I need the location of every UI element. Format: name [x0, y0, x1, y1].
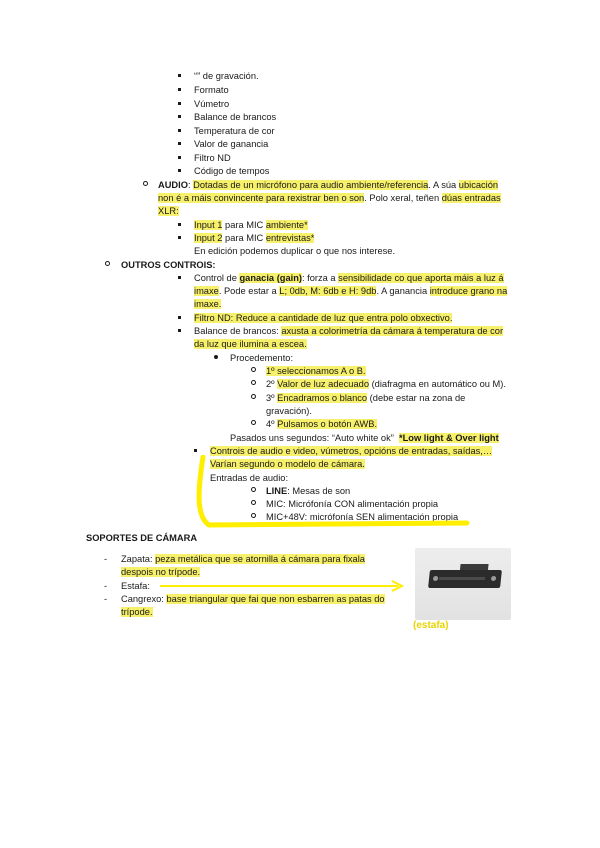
- zapata-line-2: [121, 566, 200, 578]
- text: (diafragma en automático ou M).: [369, 379, 506, 389]
- step-2: [266, 378, 506, 390]
- bullet: [143, 179, 148, 191]
- text: Control de: [194, 273, 240, 283]
- bullet: [214, 352, 218, 364]
- cangrexo-line-2: [121, 606, 153, 618]
- step-4: [266, 418, 377, 430]
- estafa-photo: [415, 548, 511, 620]
- highlight: sensibilidade co que aporta máis a luz á: [338, 273, 504, 283]
- text: Zapata:: [121, 554, 156, 564]
- edicion-note: En edición podemos duplicar o que nos interese.: [194, 246, 396, 256]
- highlight: entrevistas*: [265, 233, 315, 243]
- highlight: Varían segundo o modelo de cámara.: [210, 459, 365, 469]
- text: : Mesas de son: [287, 486, 351, 496]
- list-item: Vúmetro: [194, 99, 230, 109]
- highlight: XLR:: [158, 206, 179, 216]
- highlight: dúas entradas: [441, 193, 501, 203]
- highlight: peza metálica que se atornilla á cámara para fixala: [155, 554, 365, 564]
- text: . A súa: [428, 180, 459, 190]
- input-2: [194, 232, 314, 244]
- highlight: Encadramos o blanco: [277, 393, 368, 403]
- text: (debe estar na zona de: [367, 393, 466, 403]
- highlight: imaxe: [194, 286, 219, 296]
- text: : forza a: [302, 273, 339, 283]
- highlight: Input 1: [194, 220, 223, 230]
- bullet: [178, 232, 181, 244]
- highlight: ganacia (gain): [239, 273, 302, 283]
- highlight: Input 2: [194, 233, 223, 243]
- text: Balance de brancos:: [194, 326, 282, 336]
- highlight: 1º seleccionamos A o B.: [266, 366, 366, 376]
- highlight: L; 0db, M: 6db e H: 9db: [279, 286, 377, 296]
- handdrawn-bracket: [195, 455, 480, 535]
- list-item: Código de tempos: [194, 166, 270, 176]
- highlight: *Low light & Over light: [399, 433, 499, 443]
- bullet: [105, 259, 110, 271]
- highlight: introduce grano na: [429, 286, 508, 296]
- dash: -: [104, 581, 108, 591]
- bullet: [178, 98, 181, 110]
- entrada-mic48: MIC+48V: micrófonía SEN alimentación propia: [266, 512, 459, 522]
- pasados-line: [230, 432, 499, 444]
- text: . Pode estar a: [218, 286, 280, 296]
- gain-line-1: [194, 272, 504, 284]
- text: . A ganancia: [376, 286, 430, 296]
- highlight: despois no trípode.: [121, 567, 201, 577]
- text: Cangrexo:: [121, 594, 167, 604]
- audio-line-2: [158, 192, 501, 204]
- highlight: axusta a colorimetría da cámara á temperatura de cor: [281, 326, 504, 336]
- step-3-cont: gravación).: [266, 406, 312, 416]
- tripod-plate-image: [428, 570, 502, 588]
- bullet: [178, 125, 181, 137]
- list-item: Balance de brancos: [194, 112, 277, 122]
- highlight: trípode.: [121, 607, 153, 617]
- bullet: [178, 219, 181, 231]
- bullet: [178, 312, 181, 324]
- entradas-label: Entradas de audio:: [210, 473, 289, 483]
- list-item: Formato: [194, 85, 229, 95]
- highlight: ubicación: [458, 180, 499, 190]
- bullet: [178, 152, 181, 164]
- bullet: [251, 392, 256, 404]
- text: LINE: [266, 486, 288, 496]
- bullet: [178, 165, 181, 177]
- list-item: “” de gravación.: [194, 71, 259, 81]
- highlight: Filtro ND: Reduce a cantidade de luz que entra polo obxectivo.: [194, 313, 453, 323]
- gain-line-3: [194, 298, 221, 310]
- bullet: [178, 138, 181, 150]
- highlight: Controis de audio e video, vúmetros, opcións de entradas, saídas,…: [210, 446, 493, 456]
- estafa-line: Estafa:: [121, 581, 150, 591]
- zapata-line-1: [121, 553, 365, 565]
- list-item: Temperatura de cor: [194, 126, 275, 136]
- input-1: [194, 219, 308, 231]
- procedure-label: Procedemento:: [230, 353, 294, 363]
- bullet: [178, 84, 181, 96]
- step-3: [266, 392, 465, 404]
- highlight: non é a máis convincente para rexistrar ben o son: [158, 193, 365, 203]
- bullet: [178, 111, 181, 123]
- text: . Polo xeral, teñen: [364, 193, 442, 203]
- text: 2º: [266, 379, 278, 389]
- highlight: Valor de luz adecuado: [277, 379, 369, 389]
- list-item: Valor de ganancia: [194, 139, 269, 149]
- arrow-icon: [158, 580, 408, 592]
- bullet: [251, 365, 256, 377]
- text: 4º: [266, 419, 278, 429]
- balance-line-1: [194, 325, 503, 337]
- outros-label: OUTROS CONTROIS:: [121, 260, 216, 270]
- highlight: da luz que ilumina a escea.: [194, 339, 307, 349]
- list-item: Filtro ND: [194, 153, 231, 163]
- audio-line-1: AUDIO: Dotadas de un micrófono para audio ambiente/referencia. A súa ubicación: [158, 180, 499, 190]
- soportes-title: SOPORTES DE CÁMARA: [86, 533, 198, 543]
- gain-line-2: [194, 285, 507, 297]
- text: 3º: [266, 393, 278, 403]
- bullet: [251, 378, 256, 390]
- step-1: [266, 365, 366, 377]
- dash: -: [104, 554, 108, 564]
- highlight: ambiente*: [265, 220, 308, 230]
- audio-line-3: [158, 205, 179, 217]
- bullet: [178, 325, 181, 337]
- cangrexo-line-1: [121, 593, 385, 605]
- balance-line-2: [194, 338, 307, 350]
- entrada-mic: MIC: Micrófonía CON alimentación propia: [266, 499, 439, 509]
- bullet: [251, 418, 256, 430]
- handwritten-label: (estafa): [413, 620, 449, 631]
- highlight: Pulsamos o botón AWB.: [277, 419, 378, 429]
- text: para MIC: [222, 233, 266, 243]
- text: Pasados uns segundos: “Auto white ok”: [230, 433, 394, 443]
- dash: -: [104, 594, 108, 604]
- text: para MIC: [222, 220, 266, 230]
- nd-line: [194, 312, 452, 324]
- audio-label: AUDIO: [158, 180, 188, 190]
- highlight: base triangular que fai que non esbarren as patas do: [166, 594, 385, 604]
- highlight: Dotadas de un micrófono para audio ambiente/referencia: [193, 180, 429, 190]
- highlight: imaxe.: [194, 299, 222, 309]
- bullet: [178, 70, 181, 82]
- bullet: [178, 272, 181, 284]
